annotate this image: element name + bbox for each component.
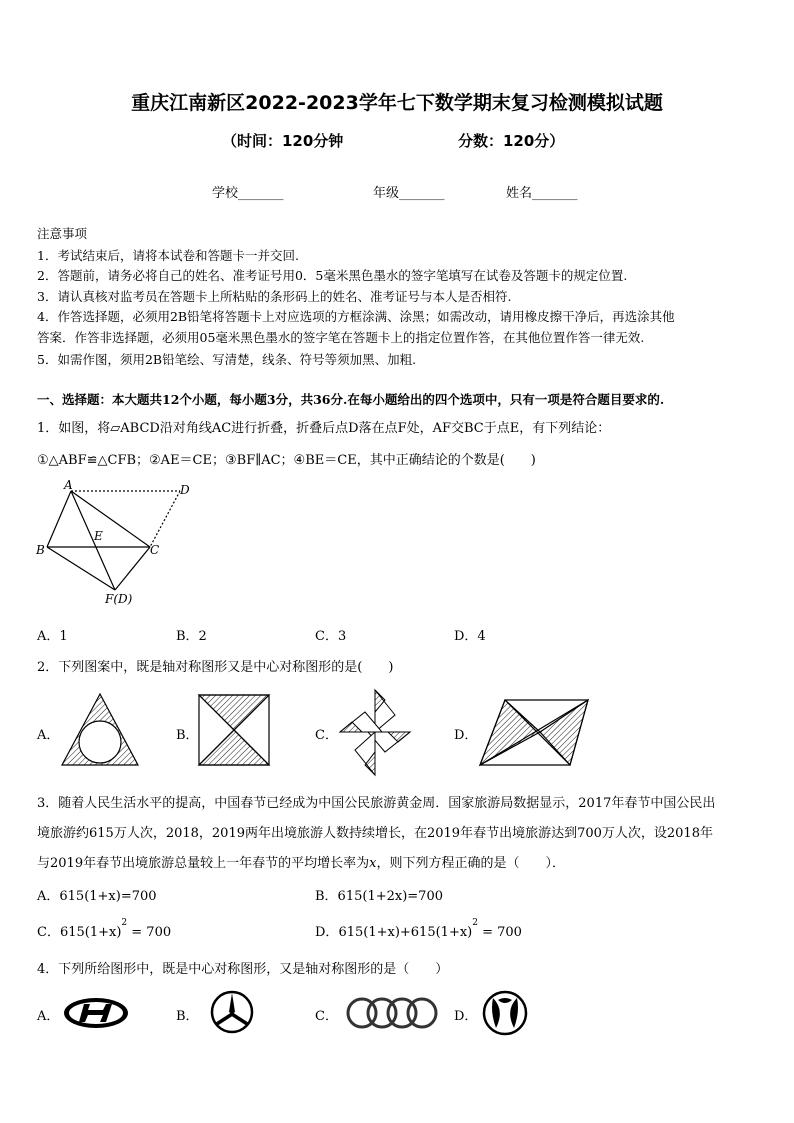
q2-option-c[interactable]: C． — [315, 728, 338, 743]
q3-option-d-exponent: 2 — [472, 918, 478, 928]
q3-option-c-rhs: = 700 — [127, 925, 172, 940]
q1-option-b[interactable]: B．2 — [176, 629, 207, 644]
notice-item: 5．如需作图，须用2B铅笔绘、写清楚，线条、符号等须加黑、加粗. — [37, 352, 417, 367]
q4-option-a[interactable]: A． — [37, 1009, 60, 1024]
q4-option-a-logo — [64, 998, 128, 1028]
q1-option-d[interactable]: D．4 — [454, 629, 486, 644]
q3-option-a[interactable]: A．615(1+x)=700 — [37, 889, 157, 904]
q3-variable: x — [369, 856, 377, 871]
label-c: C — [150, 543, 160, 557]
q4-option-c-logo — [348, 999, 436, 1027]
notice-heading: 注意事项 — [37, 226, 88, 241]
q2-option-b[interactable]: B． — [176, 728, 199, 743]
q4-option-b[interactable]: B． — [176, 1009, 199, 1024]
q3-option-c-base: 615(1+x) — [59, 925, 122, 940]
q4-option-b-logo — [212, 992, 252, 1032]
q3-option-c-exponent: 2 — [121, 918, 128, 928]
q1-option-c[interactable]: C．3 — [315, 629, 347, 644]
q3-line3-tail: ，则下列方程正确的是（ ）． — [376, 856, 565, 871]
label-d: D — [180, 483, 190, 497]
grade-field: 年级_______ — [373, 186, 445, 201]
q3-option-d-rhs: = 700 — [477, 925, 522, 940]
q3-option-b[interactable]: B．615(1+2x)=700 — [315, 889, 443, 904]
q4-option-c[interactable]: C． — [315, 1009, 338, 1024]
name-field: 姓名_______ — [506, 186, 578, 201]
q1-stem-line2: ①△ABF≌△CFB；②AE＝CE；③BF∥AC；④BE＝CE，其中正确结论的个数是( ) — [37, 453, 536, 468]
notice-item: 1．考试结束后，请将本试卷和答题卡一并交回. — [37, 248, 299, 263]
notice-item: 答案．作答非选择题，必须用05毫米黑色墨水的签字笔在答题卡上的指定位置作答，在其他位置作答一律无效. — [37, 330, 645, 345]
exam-score: 分数：120分） — [458, 132, 565, 150]
q2-stem: 2．下列图案中，既是轴对称图形又是中心对称图形的是( ) — [37, 660, 394, 675]
q2-option-d[interactable]: D． — [454, 728, 478, 743]
q4-stem: 4．下列所给图形中，既是中心对称图形，又是轴对称图形的是（ ） — [37, 962, 449, 977]
label-e: E — [94, 529, 103, 543]
q4-option-d[interactable]: D． — [454, 1009, 478, 1024]
q2-option-a[interactable]: A． — [37, 728, 60, 743]
q3-option-d-label: D． — [315, 925, 339, 940]
notice-item: 3．请认真核对监考员在答题卡上所粘贴的条形码上的姓名、准考证号与本人是否相符. — [37, 289, 512, 304]
q3-option-c-label: C． — [37, 925, 60, 940]
q3-option-d-base: 615(1+x)+615(1+x) — [338, 925, 473, 940]
label-f: F(D) — [105, 592, 133, 606]
exam-title: 重庆江南新区2022-2023学年七下数学期末复习检测模拟试题 — [131, 92, 663, 114]
notice-item: 4．作答选择题，必须用2B铅笔将答题卡上对应选项的方框涂满、涂黑；如需改动，请用橡皮擦干净后，再选涂其他 — [37, 309, 675, 324]
notice-item: 2．答题前，请务必将自己的姓名、准考证号用0．5毫米黑色墨水的签字笔填写在试卷及答题卡的规定位置. — [37, 268, 628, 283]
label-b: B — [36, 543, 45, 557]
q1-option-a[interactable]: A．1 — [37, 629, 68, 644]
section-heading: 一、选择题：本大题共12个小题，每小题3分，共36分.在每小题给出的四个选项中，只有一项是符合题目要求的. — [37, 392, 665, 407]
q3-line2: 境旅游约615万人次，2018，2019两年出境旅游人数持续增长，在2019年春节出境旅游达到700万人次，设2018年 — [37, 826, 713, 841]
q3-line3-text: 与2019年春节出境旅游总量较上一年春节的平均增长率为 — [37, 856, 370, 871]
exam-time: （时间：120分钟 — [222, 132, 344, 150]
q1-stem-line1: 1．如图，将▱ABCD沿对角线AC进行折叠，折叠后点D落在点F处，AF交BC于点E，有下列结论： — [37, 421, 611, 436]
q4-option-d-logo — [484, 992, 526, 1034]
q3-line1: 3．随着人民生活水平的提高，中国春节已经成为中国公民旅游黄金周．国家旅游局数据显示，2017年春节中国公民出 — [37, 796, 716, 811]
label-a: A — [64, 478, 73, 492]
school-field: 学校_______ — [212, 186, 284, 201]
